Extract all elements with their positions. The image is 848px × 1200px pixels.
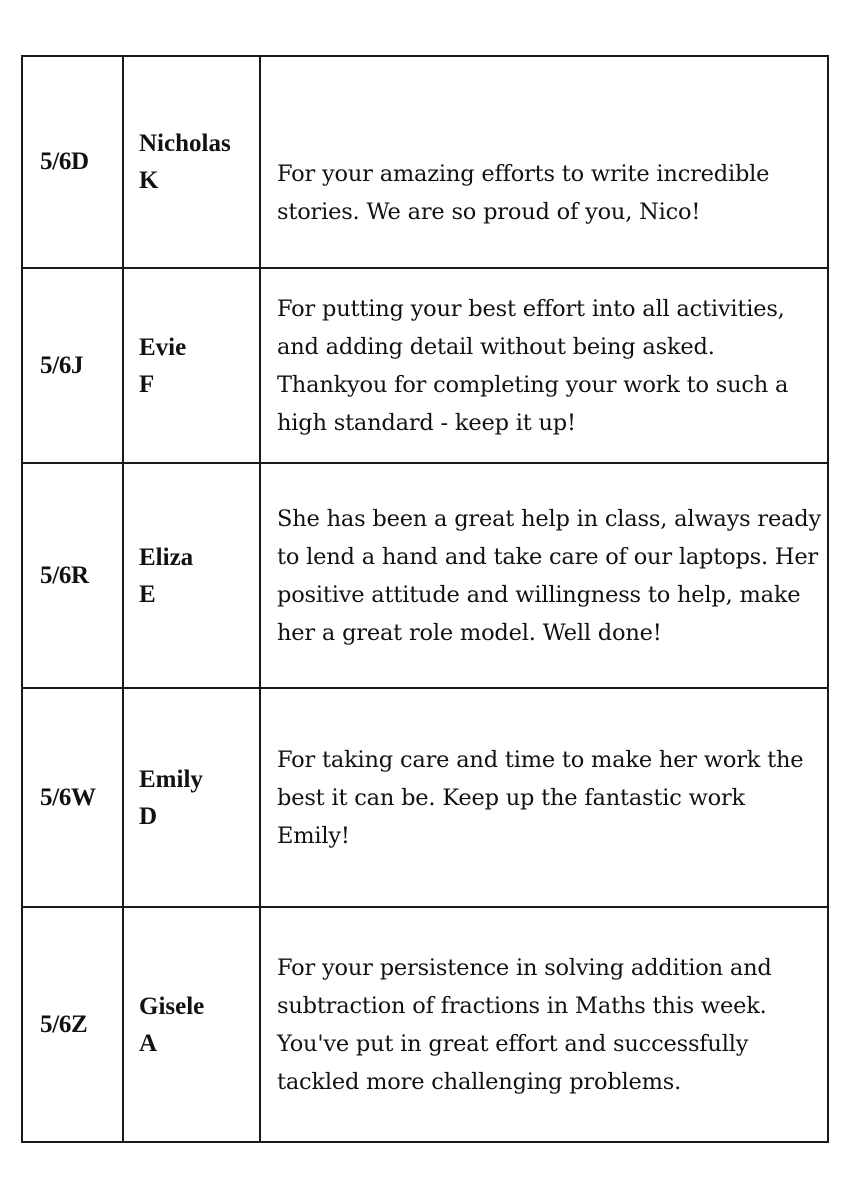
class-cell: 5/6W [22, 688, 123, 907]
student-last-initial: E [139, 580, 156, 608]
table-row [22, 268, 828, 463]
table-row [22, 688, 828, 907]
student-first-name: Eliza [139, 543, 194, 571]
class-cell: 5/6R [22, 463, 123, 688]
student-name-cell [123, 56, 260, 268]
table-row [22, 56, 828, 268]
student-last-initial: F [139, 370, 155, 398]
table-row [22, 463, 828, 688]
student-first-name: Evie [139, 333, 187, 361]
award-message-cell: For taking care and time to make her work the best it can be. Keep up the fantastic work Emily! [260, 688, 828, 907]
class-cell: 5/6D [22, 56, 123, 268]
award-message-cell: For your persistence in solving addition and subtraction of fractions in Maths this week. You've put in great effort and successfully tackled more challenging problems. [260, 907, 828, 1142]
award-message-cell: For your amazing efforts to write incredible stories. We are so proud of you, Nico! [260, 56, 828, 268]
student-last-initial: A [139, 1029, 158, 1057]
class-cell: 5/6J [22, 268, 123, 463]
student-name-cell [123, 907, 260, 1142]
award-message-cell: She has been a great help in class, always ready to lend a hand and take care of our laptops. Her positive attitude and willingness to help, make her a great role model. Well done! [260, 463, 828, 688]
student-first-name: Nicholas [139, 130, 231, 157]
student-name-cell [123, 463, 260, 688]
student-name-cell [123, 268, 260, 463]
student-last-initial: K [139, 167, 159, 194]
class-cell: 5/6Z [22, 907, 123, 1142]
student-name-cell [123, 688, 260, 907]
table-row [22, 907, 828, 1142]
student-last-initial: D [139, 802, 158, 830]
student-first-name: Gisele [139, 992, 205, 1020]
student-first-name: Emily [139, 765, 203, 793]
awards-table [21, 55, 829, 1143]
award-message-cell: For putting your best effort into all activities, and adding detail without being asked. Thankyou for completing your work to such a high standard - keep it up! [260, 268, 828, 463]
